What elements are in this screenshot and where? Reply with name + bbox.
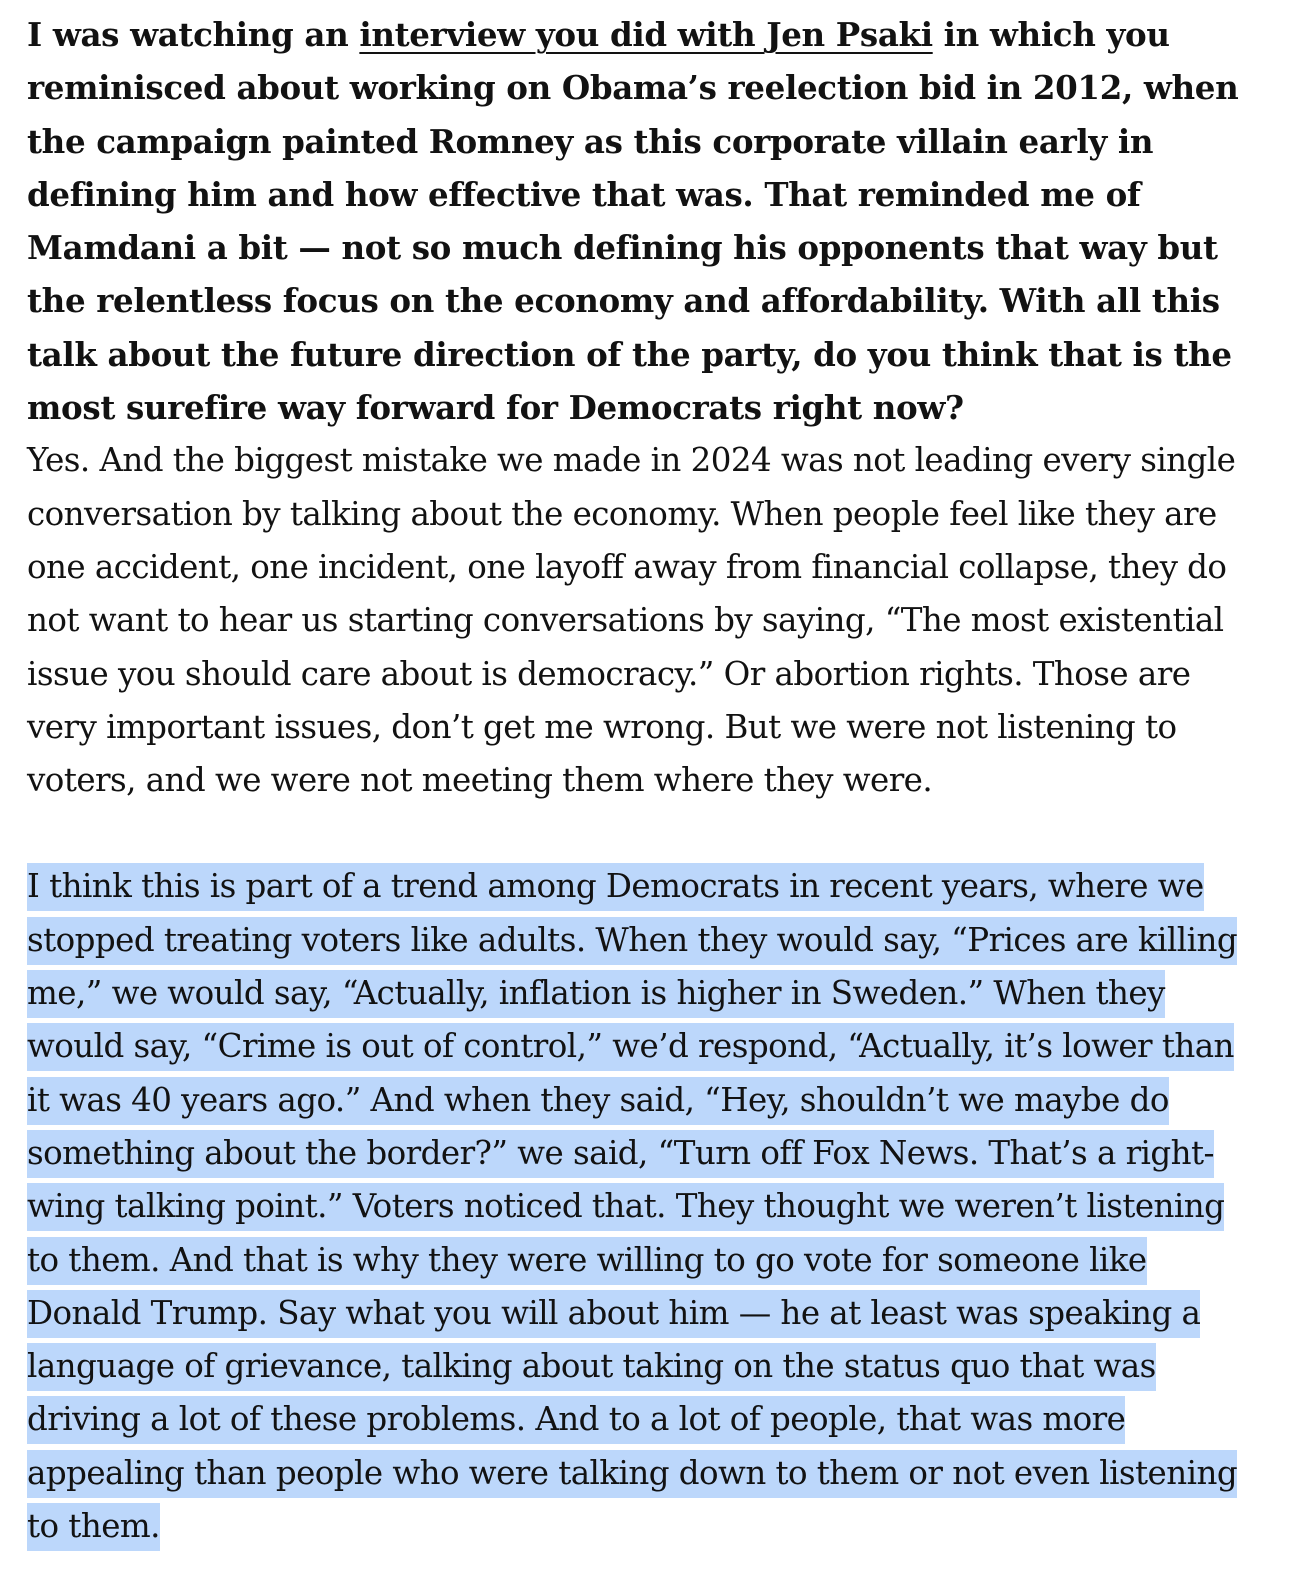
question-prefix: I was watching an	[27, 15, 360, 54]
selected-text-highlight[interactable]: I think this is part of a trend among Democrats in recent years, where we stopped treating voters like adults. When they would say, “Prices are killing me,” we would say, “Actually, inflation is higher in Sweden.” When they would say, “Crime is out of control,” we’d respond, “Actually, it’s lower than it was 40 years ago.” And when they said, “Hey, shouldn’t we maybe do something about the border?” we said, “Turn off Fox News. That’s a right-wing talking point.” Voters noticed that. They thought we weren’t listening to them. And that is why they were willing to go vote for someone like Donald Trump. Say what you will about him — he at least was speaking a language of grievance, talking about taking on the status quo that was driving a lot of these problems. And to a lot of people, that was more appealing than people who were talking down to them or not even listening to them.	[27, 863, 1237, 1551]
answer-paragraph-2	[27, 860, 1263, 1553]
interview-question	[27, 8, 1263, 434]
question-suffix: in which you reminisced about working on Obama’s reelection bid in 2012, when the campaign painted Romney as this corporate villain early in defining him and how effective that was. That reminded me of Mamdani a bit — not so much defining his opponents that way but the relentless focus on the economy and affordability. With all this talk about the future direction of the party, do you think that is the most surefire way forward for Democrats right now?	[27, 15, 1239, 428]
interview-link[interactable]: interview you did with Jen Psaki	[359, 15, 933, 54]
article-body	[27, 8, 1263, 1553]
answer-paragraph-1: Yes. And the biggest mistake we made in 2024 was not leading every single conversation by talking about the economy. When people feel like they are one accident, one incident, one layoff away from financial collapse, they do not want to hear us starting conversations by saying, “The most existential issue you should care about is democracy.” Or abortion rights. Those are very important issues, don’t get me wrong. But we were not listening to voters, and we were not meeting them where they were.	[27, 441, 1236, 800]
